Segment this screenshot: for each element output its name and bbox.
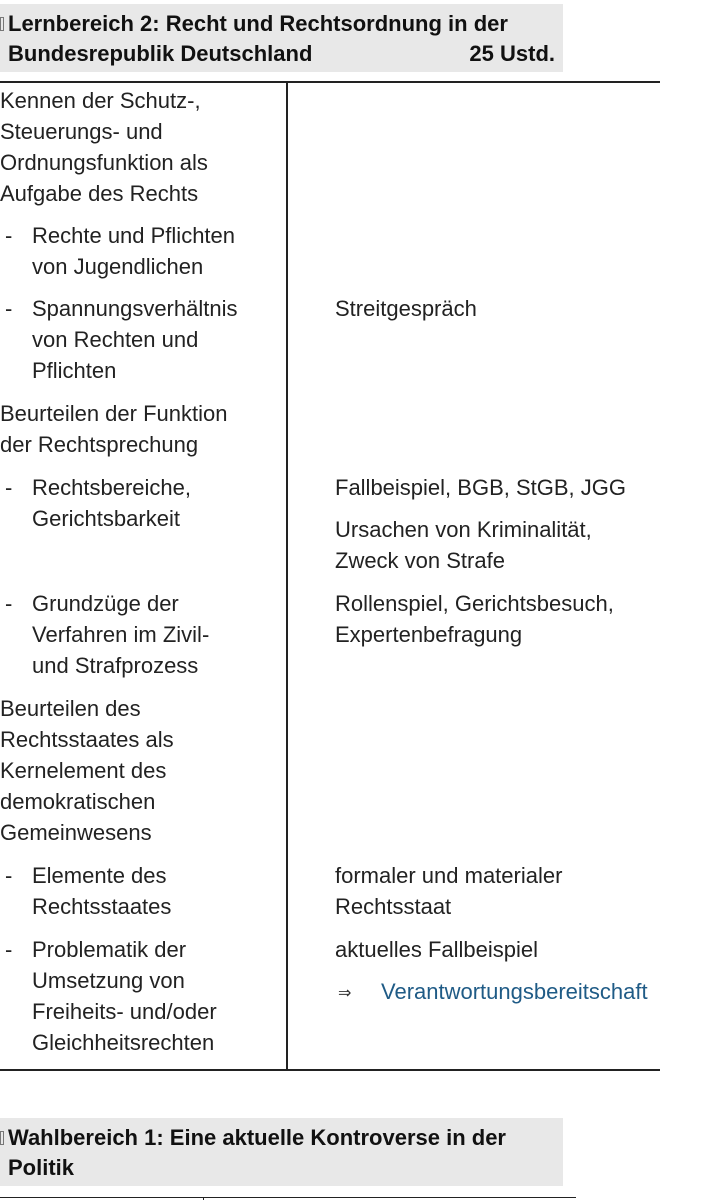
hint-aktuelles-fallbeispiel: aktuelles Fallbeispiel bbox=[335, 937, 538, 962]
bullet-dash: - bbox=[5, 296, 13, 321]
item-rechtsbereiche: Rechtsbereiche, Gerichtsbarkeit bbox=[32, 475, 191, 531]
link-verantwortungsbereitschaft[interactable]: Verantwortungsbereitschaft bbox=[381, 979, 648, 1004]
section-hours: 25 Ustd. bbox=[469, 41, 555, 66]
table2-top-rule bbox=[0, 1197, 576, 1198]
section2-title-line2: Politik bbox=[8, 1155, 75, 1180]
hint-ursachen-kriminalitaet: Ursachen von Kriminalität, Zweck von Strafe bbox=[335, 517, 592, 573]
hint-rollenspiel: Rollenspiel, Gerichtsbesuch, Expertenbefragung bbox=[335, 591, 614, 647]
item-problematik-umsetzung: Problematik der Umsetzung von Freiheits- und/oder Gleichheitsrechten bbox=[32, 937, 217, 1055]
section-header-lernbereich-2 bbox=[0, 4, 563, 72]
table-bottom-rule bbox=[0, 1069, 660, 1071]
table-top-rule bbox=[0, 81, 660, 83]
section-title-line1: Lernbereich 2: Recht und Rechtsordnung in der bbox=[8, 11, 508, 36]
bullet-dash: - bbox=[5, 591, 13, 616]
hint-streitgespraech: Streitgespräch bbox=[335, 296, 477, 321]
goal-rechtsprechung: Beurteilen der Funktion der Rechtsprechung bbox=[0, 401, 228, 457]
goal-rechtsstaat: Beurteilen des Rechtsstaates als Kernelement des demokratischen Gemeinwesens bbox=[0, 696, 174, 845]
section-marker-icon bbox=[0, 1131, 4, 1145]
item-grundzuege-verfahren: Grundzüge der Verfahren im Zivil- und Strafprozess bbox=[32, 591, 210, 678]
table-column-divider bbox=[286, 82, 288, 1071]
section-marker-icon bbox=[0, 17, 4, 31]
section-header-wahlbereich-1 bbox=[0, 1118, 563, 1186]
item-spannungsverhaeltnis: Spannungsverhältnis von Rechten und Pflichten bbox=[32, 296, 238, 383]
right-arrow-icon: ⇒ bbox=[338, 985, 352, 1002]
goal-schutzfunktion: Kennen der Schutz-, Steuerungs- und Ordnungsfunktion als Aufgabe des Rechts bbox=[0, 88, 208, 206]
bullet-dash: - bbox=[5, 863, 13, 888]
bullet-dash: - bbox=[5, 223, 13, 248]
bullet-dash: - bbox=[5, 937, 13, 962]
bullet-dash: - bbox=[5, 475, 13, 500]
hint-formaler-rechtsstaat: formaler und materialer Rechtsstaat bbox=[335, 863, 563, 919]
section2-title-line1: Wahlbereich 1: Eine aktuelle Kontroverse in der bbox=[8, 1125, 506, 1150]
section-title-line2: Bundesrepublik Deutschland bbox=[8, 41, 313, 66]
item-elemente-rechtsstaat: Elemente des Rechtsstaates bbox=[32, 863, 172, 919]
item-rechte-pflichten: Rechte und Pflichten von Jugendlichen bbox=[32, 223, 236, 279]
hint-fallbeispiel-gesetze: Fallbeispiel, BGB, StGB, JGG bbox=[335, 475, 626, 500]
